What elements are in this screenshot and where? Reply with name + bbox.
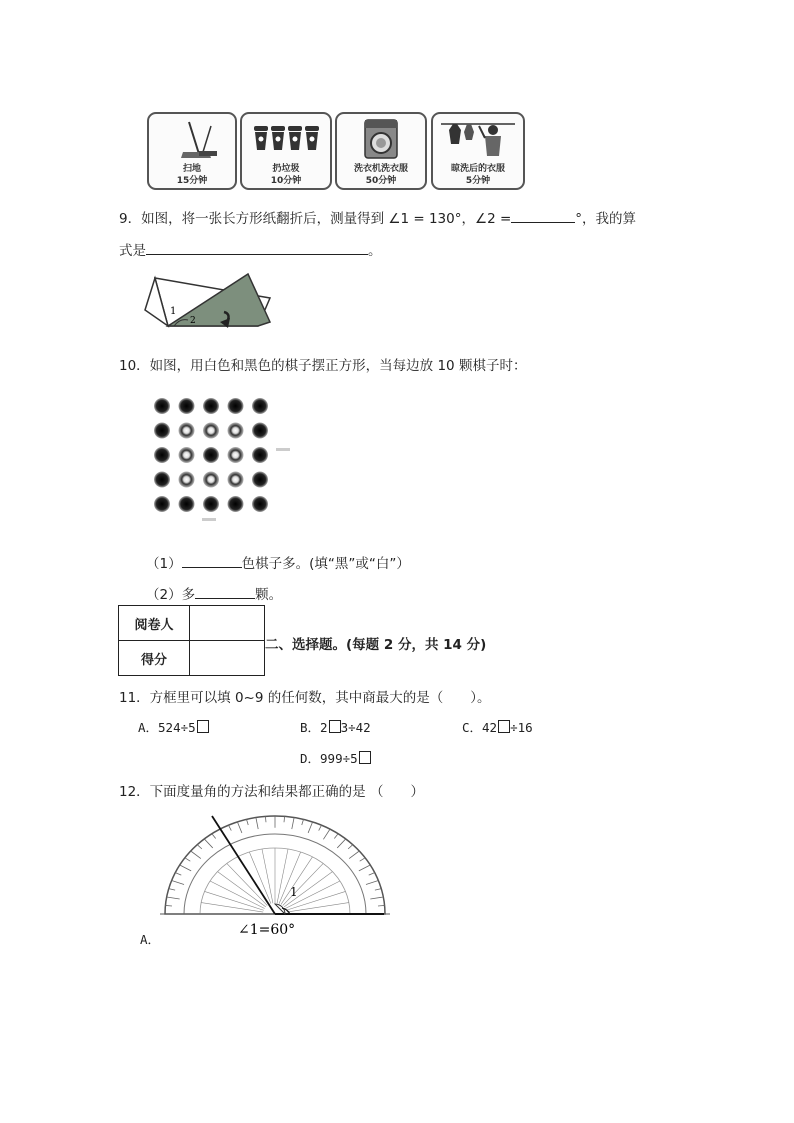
q10-answer-blank-2[interactable] — [195, 584, 255, 599]
black-piece — [203, 496, 219, 512]
q11-option-c[interactable] — [462, 718, 533, 736]
q9-text-3: 式是 — [119, 243, 146, 259]
digit-box — [359, 751, 371, 764]
black-piece — [154, 472, 170, 488]
chore-card-sweep — [147, 112, 237, 190]
q12-option-a[interactable]: A． — [140, 932, 161, 947]
chore-name: 扔垃圾 — [272, 164, 300, 174]
black-piece — [154, 423, 170, 439]
white-piece — [203, 472, 219, 488]
score-label: 得分 — [119, 641, 190, 676]
question-10-sub-2 — [146, 583, 282, 603]
black-piece — [228, 496, 244, 512]
q9-text: 9．如图，将一张长方形纸翻折后，测量得到 ∠1 = 130°，∠2 = — [119, 211, 512, 227]
q10-sub1-prefix: （1） — [146, 556, 182, 572]
white-piece — [228, 472, 244, 488]
black-piece — [252, 472, 268, 488]
q10-sub2-prefix: （2）多 — [146, 587, 196, 603]
q9-end: 。 — [368, 243, 382, 259]
q9-text-2: °，我的算 — [575, 211, 637, 227]
digit-box — [498, 720, 510, 733]
white-piece — [179, 447, 195, 463]
black-piece — [252, 447, 268, 463]
chore-card-hanging — [431, 112, 525, 190]
q10-sub1-suffix: 色棋子多。(填“黑”或“白”） — [241, 556, 410, 572]
section-2-title: 二、选择题。(每题 2 分，共 14 分) — [265, 637, 487, 653]
digit-box — [329, 720, 341, 733]
question-9-line-2 — [119, 239, 382, 259]
black-piece — [228, 398, 244, 414]
q9-answer-blank-2[interactable] — [146, 240, 368, 255]
black-piece — [179, 496, 195, 512]
chore-name: 扫地 — [182, 164, 201, 174]
washing-machine-icon — [359, 118, 403, 160]
q10-text: 10．如图，用白色和黑色的棋子摆正方形，当每边放 10 颗棋子时： — [119, 358, 527, 374]
q11-text: 11．方框里可以填 0~9 的任何数，其中商最大的是（ ）。 — [119, 690, 491, 706]
digit-box — [197, 720, 209, 733]
chess-pieces-grid — [148, 392, 298, 528]
chore-card-trash — [240, 112, 332, 190]
q10-sub2-suffix: 颗。 — [255, 587, 283, 603]
question-9 — [119, 207, 636, 227]
question-10-sub-1 — [146, 552, 410, 572]
black-piece — [154, 496, 170, 512]
white-piece — [203, 423, 219, 439]
q10-answer-blank-1[interactable] — [182, 553, 242, 568]
black-piece — [252, 423, 268, 439]
q11-option-c-text: C．42 — [462, 720, 498, 735]
chore-name: 洗衣机洗衣服 — [353, 164, 408, 174]
chore-time: 5分钟 — [465, 176, 491, 186]
q11-option-b-suffix: 3÷42 — [340, 720, 371, 735]
folded-paper-diagram — [140, 270, 290, 332]
question-11 — [119, 686, 491, 706]
chore-time: 10分钟 — [270, 176, 302, 186]
q11-option-d-text: D．999÷5 — [300, 751, 358, 766]
black-piece — [252, 398, 268, 414]
q11-option-a[interactable] — [138, 718, 209, 736]
angle-label: 1 — [290, 885, 298, 899]
q11-option-c-suffix: ÷16 — [510, 720, 533, 735]
white-piece — [228, 423, 244, 439]
reviewer-cell[interactable] — [190, 606, 265, 641]
angle-result: ∠1=60° — [238, 922, 296, 938]
black-piece — [203, 447, 219, 463]
black-piece — [252, 496, 268, 512]
chore-card-washing — [335, 112, 427, 190]
white-piece — [179, 423, 195, 439]
angle-1-label: 1 — [170, 306, 177, 317]
q11-option-b[interactable] — [300, 718, 371, 736]
chore-time: 15分钟 — [176, 176, 208, 186]
black-piece — [203, 398, 219, 414]
hanging-clothes-icon — [439, 118, 517, 160]
question-10 — [119, 354, 526, 374]
black-piece — [154, 447, 170, 463]
q11-option-d[interactable] — [300, 749, 371, 767]
chore-name: 晾洗后的衣服 — [450, 164, 505, 174]
reviewer-label: 阅卷人 — [119, 606, 190, 641]
black-piece — [179, 398, 195, 414]
score-cell[interactable] — [190, 641, 265, 676]
black-piece — [154, 398, 170, 414]
q12-text: 12．下面度量角的方法和结果都正确的是 （ ） — [119, 784, 424, 800]
white-piece — [228, 447, 244, 463]
broom-icon — [159, 118, 225, 160]
q11-option-a-text: A．524÷5 — [138, 720, 196, 735]
chore-time: 50分钟 — [365, 176, 397, 186]
q9-answer-blank-1[interactable] — [511, 208, 575, 223]
q11-option-b-text: B．2 — [300, 720, 328, 735]
protractor-diagram — [160, 812, 390, 940]
question-12 — [119, 780, 424, 800]
score-table — [118, 605, 265, 676]
trash-bins-icon — [250, 120, 322, 158]
angle-2-label: 2 — [190, 316, 196, 326]
white-piece — [179, 472, 195, 488]
